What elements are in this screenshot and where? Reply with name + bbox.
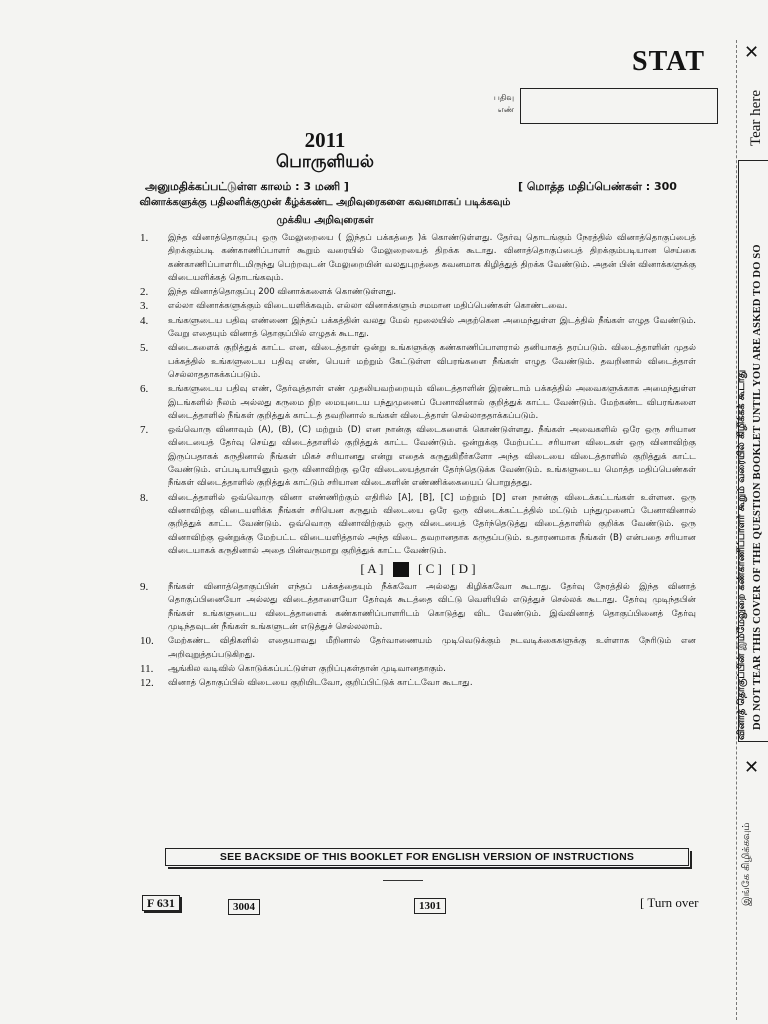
instruction-item: 1. இந்த வினாத்தொகுப்பு ஒரு மேலுறையை ( இந்தப் பக்கத்தை )க் கொண்டுள்ளது. தேர்வு தொடங்கும் நேரத்தில் வினாத்தொகுப்பைத் திறக்கும்படி கண்காணிப்பாளர் கூறும் வரையில் மேலுறையைத் திறக்க கூடாது. வினாத்தொகுப்பைத் திறக்கும்படியான செய்கை கண்காணிப்பாளரிடமிருந்து பெற்றவுடன் மேலுறையின் வலதுபுறத்தை கவனமாக கிழித்துத் திறக்க வேண்டும். அதன் பின் வினாக்களுக்கு விடையளிக்கத் தொடங்கவும். (140, 232, 696, 283)
option-a: [ A ] (360, 561, 384, 577)
page-code: 1301 (414, 898, 446, 914)
scissors-cross-icon: ✕ (744, 42, 760, 63)
time-allowed: அனுமதிக்கப்பட்டுள்ள காலம் : 3 மணி ] (145, 180, 349, 193)
english-tear-warning: DO NOT TEAR THIS COVER OF THE QUESTION BOOKLET UNTIL YOU ARE ASKED TO DO SO (752, 244, 763, 730)
important-instructions-heading: முக்கிய அறிவுரைகள் (276, 215, 374, 226)
turn-over-note: [ Turn over (640, 895, 699, 910)
instruction-item: 6. உங்களுடைய பதிவு எண், தேர்வுத்தாள் எண் முதலியவற்றையும் விடைத்தாளின் இரண்டாம் பக்கத்தில் அவைகளுக்காக அமைந்துள்ள இடங்களில் நீலம் அல்லது கருமை நிற மையுடைய பந்துமுனைப் பேனாவினால் குறித்துக் காட்ட வேண்டும். மேற்கண்ட விபரங்களை விடைத்தாளில் நீங்கள் குறித்துக் காட்டத் தவறினால் உங்கள் விடைத்தாள் செல்லாததாக்கப்படும். (140, 383, 696, 421)
divider (383, 880, 423, 881)
tear-here-label: Tear here (748, 90, 764, 146)
instruction-item: 7. ஒவ்வொரு வினாவும் (A), (B), (C) மற்றும் (D) என நான்கு விடைகளைக் கொண்டுள்ளது. நீங்கள் அவைகளில் ஒரே ஒரு சரியான விடையைத் தேர்வு செய்து விடைத்தாளில் குறித்துக் காட்ட வேண்டும். ஒன்றுக்கு மேற்பட்ட சரியான விடைகள் ஒரு வினாவிற்கு இருப்பதாகக் கருதினால் நீங்கள் மிகச் சரியானது என்று எதைக் கருதுகிறீர்களோ அந்த விடையை விடைத்தாளில் குறித்துக் காட்ட வேண்டும். எப்படியாயினும் ஒரு வினாவிற்கு ஒரே விடையைத்தான் தேர்ந்தெடுக்க வேண்டும். உங்களுடைய மொத்த மதிப்பெண்கள் நீங்கள் விடைத்தாளில் குறித்துக் காட்டும் சரியான விடைகளின் எண்ணிக்கையைப் பொறுத்தது. (140, 424, 696, 489)
paper-code: STAT (632, 46, 705, 77)
instruction-item: 4. உங்களுடைய பதிவு எண்ணை இந்தப் பக்கத்தின் வலது மேல் மூலையில் அதற்கென அமைந்துள்ள இடத்தில் நீங்கள் எழுத வேண்டும். வேறு எதையும் வினாத் தொகுப்பில் எழுதக் கூடாது. (140, 314, 696, 340)
english-version-note: SEE BACKSIDE OF THIS BOOKLET FOR ENGLISH VERSION OF INSTRUCTIONS (165, 848, 689, 866)
instruction-item: 3. எல்லா வினாக்களுக்கும் விடையளிக்கவும். எல்லா வினாக்களும் சமமான மதிப்பெண்கள் கொண்டவை. (140, 300, 568, 313)
tamil-tear-here-label: இங்கே கிழிக்கவும் (741, 822, 752, 906)
instruction-item: 9. நீங்கள் வினாத்தொகுப்பின் எந்தப் பக்கத்தையும் நீக்கவோ அல்லது கிழிக்கவோ கூடாது. தேர்வு நேரத்தில் இந்த வினாத் தொகுப்பினையோ அல்லது விடைத்தாளையோ தேர்வுக் கூடத்தை விட்டு வெளியில் எடுத்துச் செல்லக் கூடாது. தேர்வு முடிந்தபின் நீங்கள் உங்களுடைய விடைத்தாளைக் கண்காணிப்பாளரிடம் கொடுத்து விட வேண்டும். இவ்வினாத் தொகுப்பினைத் தேர்வு முடிந்தவுடன் நீங்கள் உங்களுடன் எடுத்துச் செல்லலாம். (140, 581, 696, 633)
read-instructions-note: வினாக்களுக்கு பதிலளிக்குமுன் கீழ்க்கண்ட அறிவுரைகளை கவனமாகப் படிக்கவும் (139, 197, 511, 208)
option-c: [ C ] (417, 561, 442, 577)
exam-year: 2011 (304, 128, 346, 152)
instruction-item: 12. வினாத் தொகுப்பில் விடையை குறியிடவோ, குறிப்பிட்டுக் காட்டவோ கூடாது. (140, 677, 473, 690)
instruction-item: 8. விடைத்தாளில் ஒவ்வொரு வினா எண்ணிற்கும் எதிரில் [A], [B], [C] மற்றும் [D] என நான்கு விடைக்கட்டங்கள் உள்ளன. ஒரு வினாவிற்கு விடையளிக்க நீங்கள் சரியென கருதும் விடையை ஒரே ஒரு விடைக்கட்டத்தில் மட்டும் பந்துமுனைப் பேனாவினால் குறித்துக் காட்ட வேண்டும். ஒவ்வொரு வினாவிற்கும் ஒரு விடையைத் தேர்ந்தெடுத்து விடைத்தாளில் குறிக்க வேண்டும். ஒரு வினாவிற்கு ஒன்றுக்கு மேற்பட்ட விடையளித்தால் அந்த விடை தவறானதாக கருதப்படும். உதாரணமாக நீங்கள் (B) என்பதை சரியான விடையாகக் கருதினால் அதை பின்வருமாறு குறித்துக் காட்ட வேண்டும். (140, 491, 696, 556)
instruction-item: 5. விடைகளைக் குறித்துக் காட்ட என, விடைத்தாள் ஒன்று உங்களுக்கு கண்காணிப்பாளரால் தனியாகத் தரப்படும். விடைத்தாளின் முதல் பக்கத்தில் உங்களுடைய பதிவு எண், பெயர் மற்றும் கேட்டுள்ள விபரங்களை நீங்கள் எழுத வேண்டும். தவறினால் விடைத்தாள் செல்லாததாகக்கப்படும். (140, 342, 696, 380)
register-number-label: பதிவு எண் (493, 93, 514, 114)
example-answer-options (140, 560, 696, 578)
option-d: [ D ] (451, 561, 476, 577)
option-b-filled (393, 562, 409, 577)
subject-title: பொருளியல் (276, 152, 374, 172)
series-code: 3004 (228, 899, 260, 915)
instruction-item: 10. மேற்கண்ட விதிகளில் எதையாவது மீறினால் தேர்வாணையம் முடிவெடுக்கும் நடவடிக்கைகளுக்கு உள்ளாக நேரிடும் என அறிவுறுத்தப்படுகிறது. (140, 635, 696, 660)
instruction-item: 2. இந்த வினாத்தொகுப்பு 200 வினாக்களைக் கொண்டுள்ளது. (140, 286, 397, 299)
instruction-item: 11. ஆங்கில வடிவில் கொடுக்கப்பட்டுள்ள குறிப்புகள்தான் முடிவானதாகும். (140, 662, 446, 675)
tamil-tear-warning: வினாத் தொகுப்பின் இம்மேலுறை கண்காணிப்பாளர் கூறும் வரையில் கிழிக்கக் கூடாது (736, 369, 747, 740)
register-number-box[interactable] (520, 88, 718, 124)
booklet-code: F 631 (142, 895, 180, 911)
instruction-list (140, 232, 696, 692)
scissors-cross-icon: ✕ (744, 757, 760, 778)
maximum-marks: [ மொத்த மதிப்பெண்கள் : 300 (518, 180, 677, 193)
